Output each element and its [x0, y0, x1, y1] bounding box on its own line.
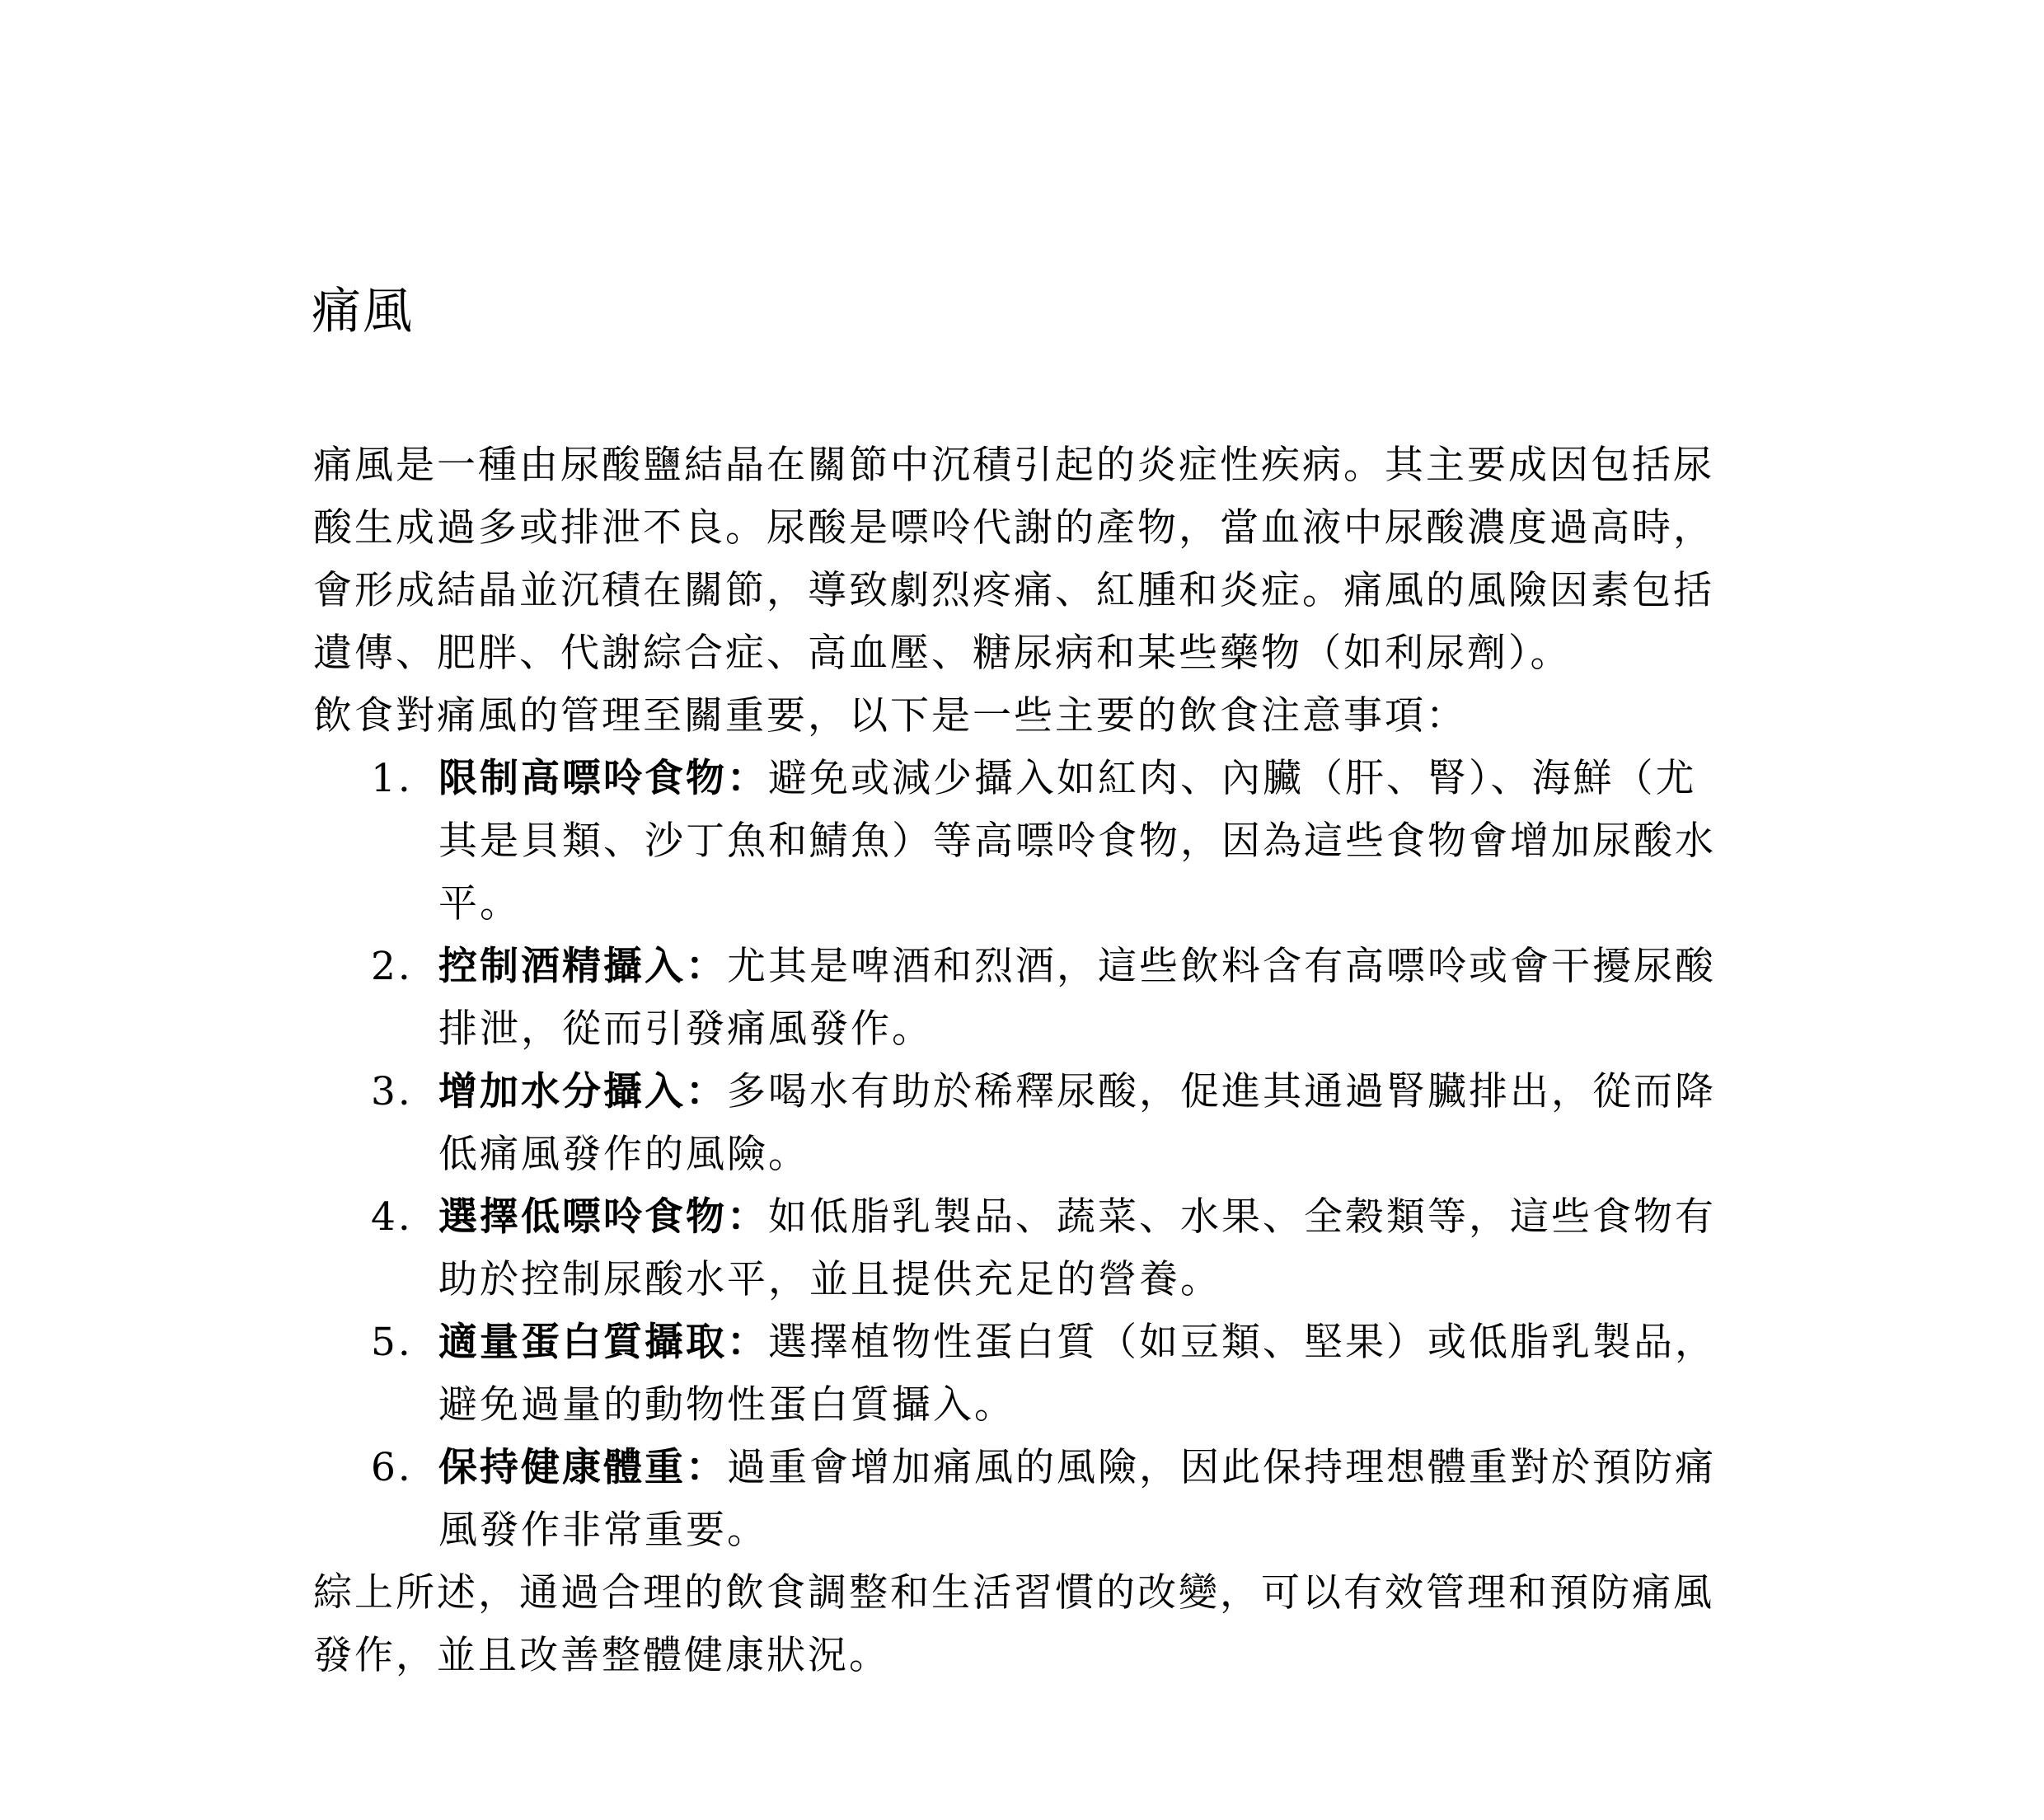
list-item-heading: 限制高嘌呤食物：	[438, 756, 768, 801]
list-item-text: 多喝水有助於稀釋尿酸，促進其通過腎臟排出，從而降低痛風發作的風險。	[438, 1069, 1716, 1177]
diet-list	[313, 748, 1751, 1562]
list-item	[371, 1437, 1751, 1562]
list-item	[371, 1061, 1751, 1186]
list-item-heading: 控制酒精攝入：	[438, 944, 727, 989]
list-item-text: 避免或減少攝入如紅肉、內臟（肝、腎）、海鮮（尤其是貝類、沙丁魚和鯖魚）等高嘌呤食物，因為這些食物會增加尿酸水平。	[438, 756, 1716, 926]
document-body	[313, 434, 1751, 1687]
page-title: 痛風	[312, 283, 414, 340]
list-item-number: 4.	[371, 1194, 413, 1240]
list-item-text: 尤其是啤酒和烈酒，這些飲料含有高嘌呤或會干擾尿酸排泄，從而引發痛風發作。	[438, 944, 1716, 1052]
list-item	[371, 1186, 1751, 1311]
list-item-number: 5.	[371, 1320, 413, 1365]
list-item-heading: 適量蛋白質攝取：	[438, 1320, 768, 1365]
list-item-heading: 增加水分攝入：	[438, 1069, 727, 1114]
list-item-text: 過重會增加痛風的風險，因此保持理想體重對於預防痛風發作非常重要。	[438, 1445, 1716, 1553]
list-item	[371, 1311, 1751, 1437]
list-item-heading: 保持健康體重：	[438, 1445, 727, 1490]
list-item-number: 1.	[371, 756, 413, 801]
list-item-text: 如低脂乳製品、蔬菜、水果、全穀類等，這些食物有助於控制尿酸水平，並且提供充足的營養。	[438, 1194, 1716, 1302]
list-item-number: 6.	[371, 1445, 413, 1490]
intro-paragraph: 痛風是一種由尿酸鹽結晶在關節中沉積引起的炎症性疾病。其主要成因包括尿酸生成過多或排泄不良。尿酸是嘌呤代謝的產物，當血液中尿酸濃度過高時，會形成結晶並沉積在關節，導致劇烈疼痛、紅腫和炎症。痛風的風險因素包括遺傳、肥胖、代謝綜合症、高血壓、糖尿病和某些藥物（如利尿劑）。	[313, 443, 1714, 676]
list-item-text: 選擇植物性蛋白質（如豆類、堅果）或低脂乳製品，避免過量的動物性蛋白質攝入。	[438, 1320, 1716, 1428]
list-item-heading: 選擇低嘌呤食物：	[438, 1194, 768, 1240]
list-item-number: 3.	[371, 1069, 413, 1114]
list-item-number: 2.	[371, 944, 413, 989]
list-item	[371, 748, 1751, 936]
conclusion-paragraph: 綜上所述，通過合理的飲食調整和生活習慣的改變，可以有效管理和預防痛風發作，並且改善整體健康狀況。	[313, 1570, 1714, 1678]
list-item	[371, 936, 1751, 1061]
lead-paragraph: 飲食對痛風的管理至關重要，以下是一些主要的飲食注意事項：	[313, 693, 1467, 739]
